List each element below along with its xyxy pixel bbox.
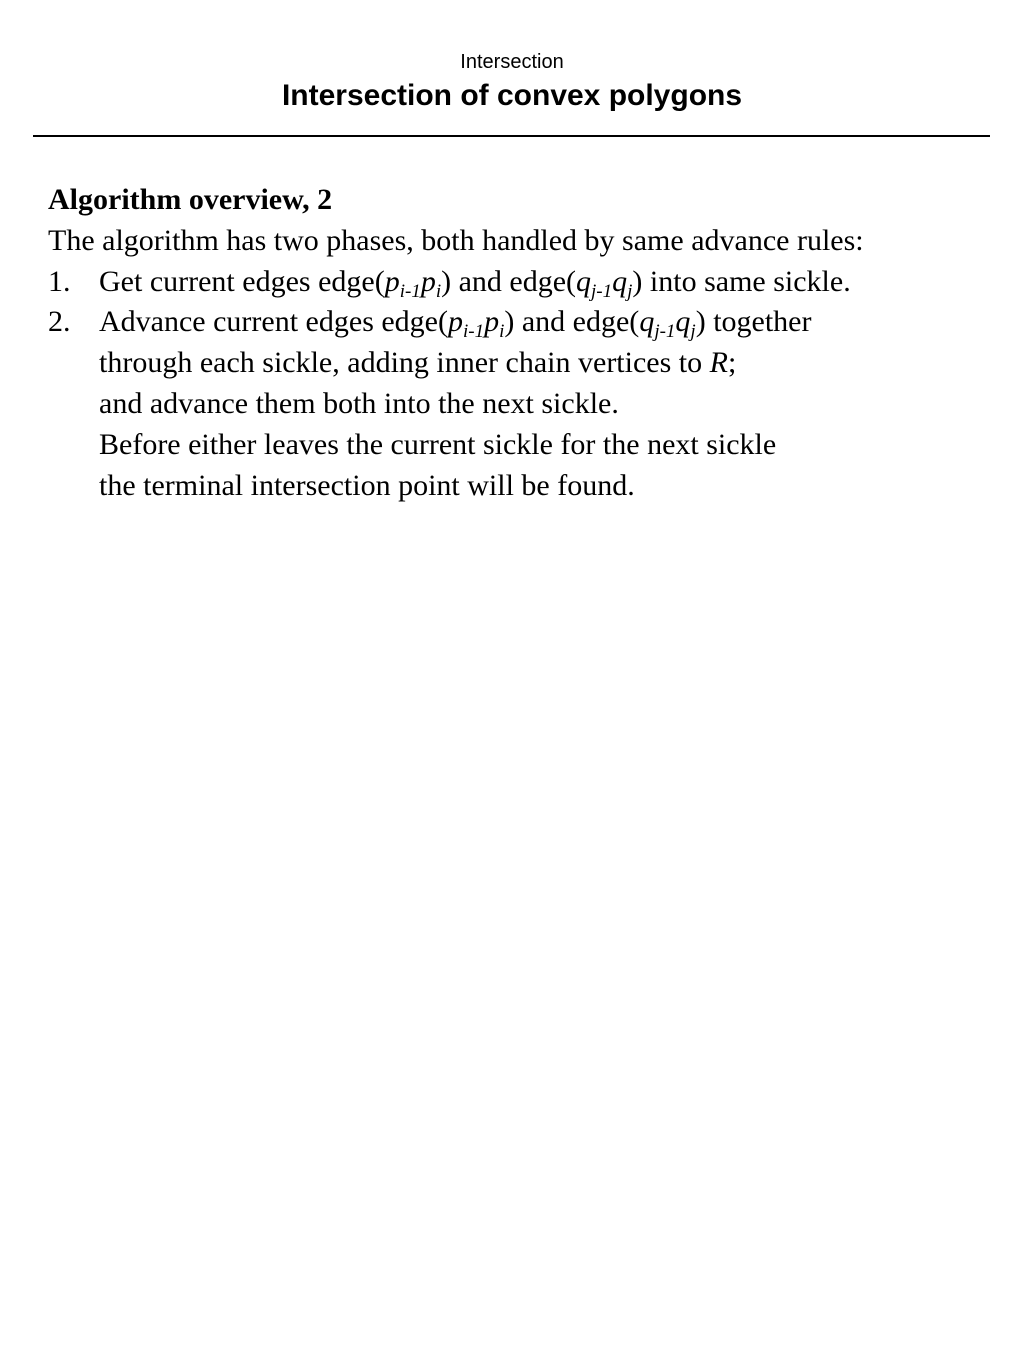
math-var-p: p xyxy=(447,305,463,339)
math-var-p: p xyxy=(420,264,436,298)
math-subscript: i xyxy=(499,321,505,343)
text-segment: Advance current edges edge( xyxy=(99,305,448,339)
math-subscript: j-1 xyxy=(654,321,676,343)
math-var-p: p xyxy=(384,264,400,298)
math-subscript: i xyxy=(435,280,442,302)
intro-paragraph: The algorithm has two phases, both handled by same advance rules: xyxy=(48,223,864,257)
text-segment: ) into same sickle. xyxy=(632,264,851,298)
text-segment: Get current edges edge( xyxy=(99,264,385,298)
text-segment: ) and edge( xyxy=(504,305,640,339)
text-segment: ; xyxy=(727,346,737,380)
list-item-2-line-5: the terminal intersection point will be found. xyxy=(99,468,635,502)
list-item-2-line-1 xyxy=(99,302,998,343)
slide-body xyxy=(48,180,998,506)
list-number-2: 2. xyxy=(48,305,71,339)
header-divider xyxy=(33,135,990,137)
section-heading: Algorithm overview, 2 xyxy=(48,183,333,216)
list-item-1-line-1 xyxy=(99,262,998,303)
text-segment: ) and edge( xyxy=(441,264,577,298)
math-var-p: p xyxy=(484,305,500,339)
math-subscript: j xyxy=(627,280,633,302)
math-var-q: q xyxy=(612,264,628,298)
list-item-2-line-2 xyxy=(99,343,998,384)
math-subscript: i-1 xyxy=(462,321,485,343)
list-number-1: 1. xyxy=(48,264,71,298)
math-subscript: j-1 xyxy=(591,280,613,302)
slide-kicker: Intersection xyxy=(460,51,564,73)
math-subscript: i-1 xyxy=(399,280,421,302)
list-item-1 xyxy=(48,262,998,303)
math-var-q: q xyxy=(675,305,691,339)
list-item-2-line-4: Before either leaves the current sickle for the next sickle xyxy=(99,427,777,461)
text-segment: through each sickle, adding inner chain vertices to xyxy=(99,346,710,380)
math-subscript: j xyxy=(690,321,696,343)
list-item-2-line-3: and advance them both into the next sickle. xyxy=(99,386,619,420)
list-item-2 xyxy=(48,302,998,506)
text-segment: ) together xyxy=(695,305,812,339)
slide-title: Intersection of convex polygons xyxy=(281,79,743,112)
math-var-q: q xyxy=(639,305,655,339)
math-var-r: R xyxy=(709,346,728,380)
math-var-q: q xyxy=(576,264,592,298)
